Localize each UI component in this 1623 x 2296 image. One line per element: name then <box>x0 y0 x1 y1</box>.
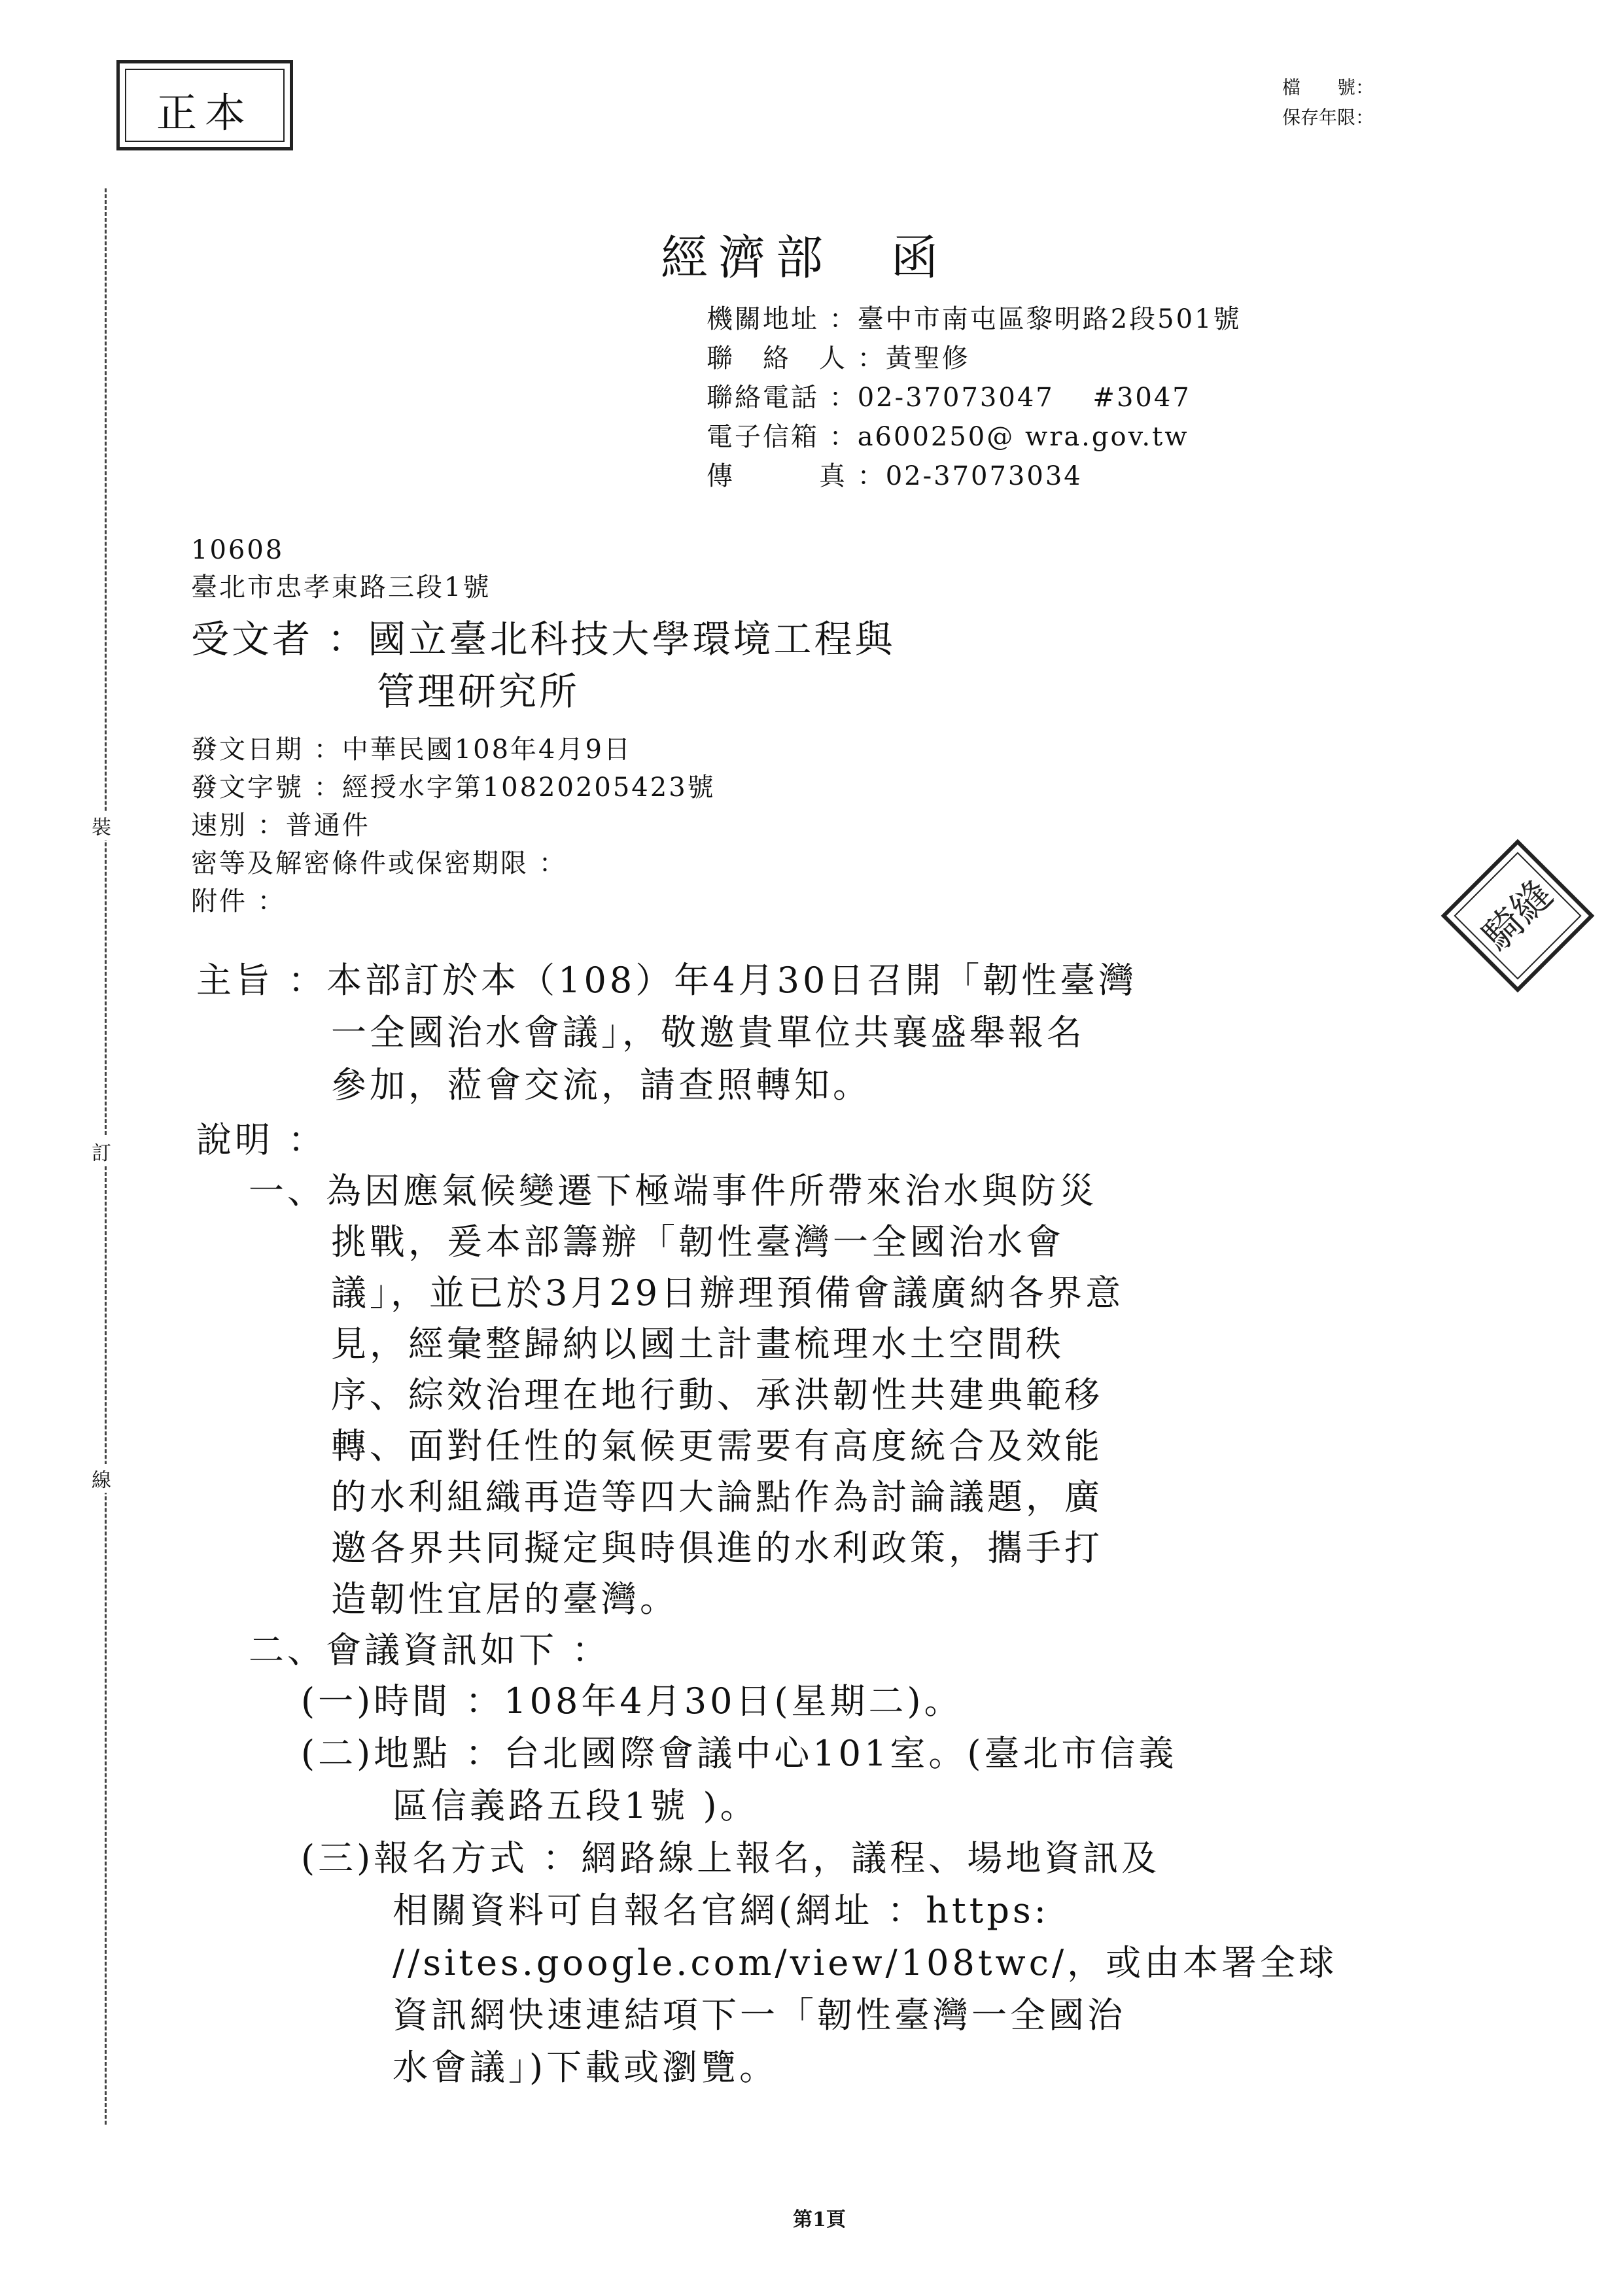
recipient-address: 臺北市忠孝東路三段1號 <box>191 572 491 602</box>
secrecy-level: 密等及解密條件或保密期限 ： <box>191 848 567 878</box>
meeting-time: (一)時間 ：108年4月30日(星期二)。 <box>301 1680 963 1722</box>
attachment: 附件 ： <box>191 886 286 916</box>
item1-line-8: 邀各界共同擬定與時俱進的水利政策，攜手打 <box>331 1527 1103 1569</box>
registration-line-1: (三)報名方式 ：網路線上報名，議程、場地資訊及 <box>301 1837 1161 1879</box>
binding-mark-middle: 訂 <box>92 1137 111 1166</box>
item1-line-2: 挑戰，爰本部籌辦「韌性臺灣一全國治水會 <box>331 1221 1064 1262</box>
item1-line-7: 的水利組織再造等四大論點作為討論議題，廣 <box>331 1476 1103 1518</box>
seal-icon <box>1439 837 1596 994</box>
registration-line-2: 相關資料可自報名官網(網址 ：https: <box>393 1890 1049 1931</box>
explanation-label: 說明 ： <box>196 1119 327 1160</box>
registration-line-5: 水會議」)下載或瀏覽。 <box>393 2047 778 2088</box>
retention-label: 保存年限： <box>1282 107 1374 128</box>
registration-line-4: 資訊網快速連結項下一「韌性臺灣一全國治 <box>393 1994 1126 2036</box>
binding-mark-bottom: 線 <box>92 1464 111 1493</box>
subject-line-2: 一全國治水會議」，敬邀貴單位共襄盛舉報名 <box>331 1012 1085 1053</box>
reference-number: 發文字號 ：經授水字第10820205423號 <box>191 773 716 803</box>
delivery-speed: 速別 ：普通件 <box>191 810 370 841</box>
meeting-place-line-1: (二)地點 ：台北國際會議中心101室。(臺北市信義 <box>301 1733 1178 1774</box>
item1-line-9: 造韌性宜居的臺灣。 <box>331 1578 678 1620</box>
agency-email: 電子信箱 ：a600250@ wra.gov.tw <box>707 422 1189 452</box>
document-title: 經濟部 函 <box>661 230 949 285</box>
item1-line-3: 議」，並已於3月29日辦理預備會議廣納各界意 <box>331 1272 1125 1313</box>
meeting-place-line-2: 區信義路五段1號 )。 <box>393 1785 759 1826</box>
item1-line-1: 一、為因應氣候變遷下極端事件所帶來治水與防災 <box>249 1170 1098 1211</box>
item2-heading: 二、會議資訊如下 ： <box>249 1629 611 1671</box>
agency-address: 機關地址 ：臺中市南屯區黎明路2段501號 <box>707 304 1242 334</box>
agency-contact: 聯 絡 人 ：黃聖修 <box>707 343 970 374</box>
seal-text: 騎縫 <box>1473 871 1562 960</box>
binding-mark-top: 裝 <box>92 811 111 840</box>
item1-line-4: 見，經彙整歸納以國土計畫梳理水土空間秩 <box>331 1323 1064 1365</box>
issue-date: 發文日期 ：中華民國108年4月9日 <box>191 735 632 765</box>
stamp-label: 正本 <box>156 89 253 137</box>
file-number-label: 檔 號： <box>1282 77 1374 98</box>
agency-phone: 聯絡電話 ：02-37073047 #3047 <box>707 383 1191 413</box>
registration-line-3: //sites.google.com/view/108twc/，或由本署全球 <box>393 1942 1338 1983</box>
agency-fax: 傳 真 ：02-37073034 <box>707 461 1083 491</box>
recipient-line-2: 管理研究所 <box>377 669 580 714</box>
item1-line-6: 轉、面對任性的氣候更需要有高度統合及效能 <box>331 1425 1103 1467</box>
original-copy-stamp <box>116 60 293 150</box>
recipient-postal-code: 10608 <box>191 535 285 565</box>
recipient-line-1: 受文者 ：國立臺北科技大學環境工程與 <box>191 617 896 661</box>
page-number: 第1頁 <box>793 2208 846 2231</box>
subject-line-3: 參加，蒞會交流，請查照轉知。 <box>331 1064 871 1105</box>
seam-seal <box>1439 837 1596 994</box>
subject-line-1: 主旨 ：本部訂於本（108）年4月30日召開「韌性臺灣 <box>196 960 1138 1001</box>
item1-line-5: 序、綜效治理在地行動、承洪韌性共建典範移 <box>331 1374 1103 1416</box>
